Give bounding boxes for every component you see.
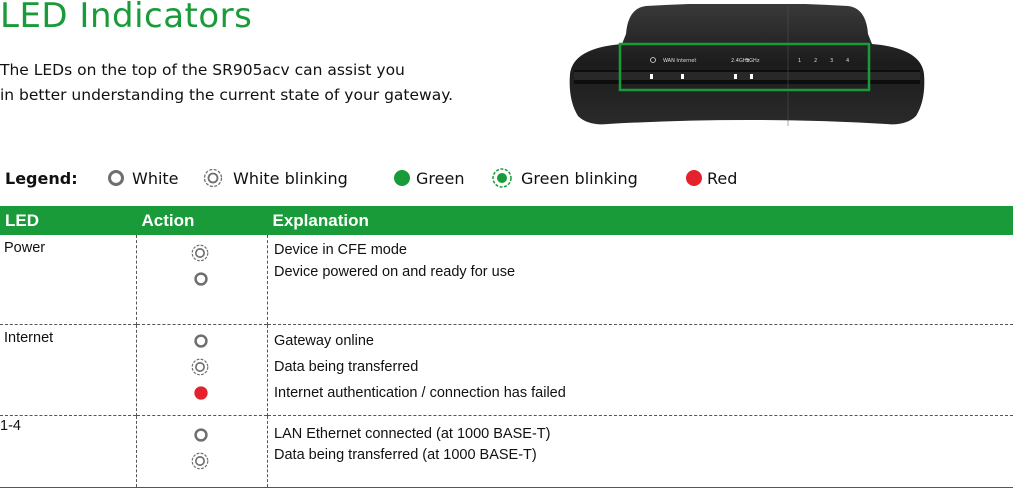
white-led-icon xyxy=(191,425,211,445)
red-led-icon xyxy=(682,166,706,190)
white-blinking-led-icon xyxy=(189,242,211,264)
device-label-lan4: 4 xyxy=(846,58,849,64)
legend-item-red: Red xyxy=(707,169,737,188)
device-label-lan3: 3 xyxy=(830,58,833,64)
action-cell-lan xyxy=(137,416,268,488)
table-row xyxy=(0,416,1013,488)
white-blinking-led-icon xyxy=(201,166,225,190)
led-name-lan: 1-4 xyxy=(0,416,137,488)
header-explanation: Explanation xyxy=(268,206,1013,235)
explanation-text: Gateway online xyxy=(274,328,1013,354)
white-blinking-led-icon xyxy=(189,450,211,472)
action-cell-internet xyxy=(137,325,268,416)
explanation-text: Data being transferred xyxy=(274,354,1013,380)
explanation-text: Data being transferred (at 1000 BASE-T) xyxy=(274,445,1013,466)
page-title: LED Indicators xyxy=(0,0,252,36)
white-led-icon xyxy=(191,269,211,289)
intro-text xyxy=(0,58,453,108)
device-label-24: 2.4GHz xyxy=(731,58,750,64)
white-led-icon xyxy=(104,166,128,190)
led-name-internet: Internet xyxy=(0,325,137,416)
red-led-icon xyxy=(191,383,211,403)
device-label-lan1: 1 xyxy=(798,58,801,64)
explanation-text: Internet authentication / connection has failed xyxy=(274,380,1013,406)
explanation-text: Device in CFE mode xyxy=(274,239,1013,261)
led-name-power: Power xyxy=(0,235,137,325)
header-action: Action xyxy=(137,206,268,235)
intro-line-2: in better understanding the current state of your gateway. xyxy=(0,83,453,108)
explanation-cell-internet xyxy=(268,325,1013,416)
legend-item-white-blinking: White blinking xyxy=(233,169,348,188)
legend-item-green: Green xyxy=(416,169,464,188)
legend-item-green-blinking: Green blinking xyxy=(521,169,638,188)
table-row xyxy=(0,235,1013,325)
legend-label: Legend: xyxy=(5,169,78,188)
legend-item-white: White xyxy=(132,169,179,188)
white-led-icon xyxy=(191,331,211,351)
router-top-image xyxy=(566,4,928,128)
action-cell-power xyxy=(137,235,268,325)
device-label-lan2: 2 xyxy=(814,58,817,64)
device-label-5: 5GHz xyxy=(746,58,760,64)
intro-line-1: The LEDs on the top of the SR905acv can assist you xyxy=(0,58,453,83)
explanation-text: LAN Ethernet connected (at 1000 BASE-T) xyxy=(274,424,1013,445)
green-blinking-led-icon xyxy=(490,166,514,190)
led-table xyxy=(0,206,1013,488)
table-row xyxy=(0,325,1013,416)
device-label-wan: WAN Internet xyxy=(663,58,696,64)
explanation-cell-lan xyxy=(268,416,1013,488)
white-blinking-led-icon xyxy=(189,356,211,378)
explanation-text: Device powered on and ready for use xyxy=(274,261,1013,283)
green-led-icon xyxy=(390,166,414,190)
explanation-cell-power xyxy=(268,235,1013,325)
header-led: LED xyxy=(0,206,137,235)
table-header-row xyxy=(0,206,1013,235)
